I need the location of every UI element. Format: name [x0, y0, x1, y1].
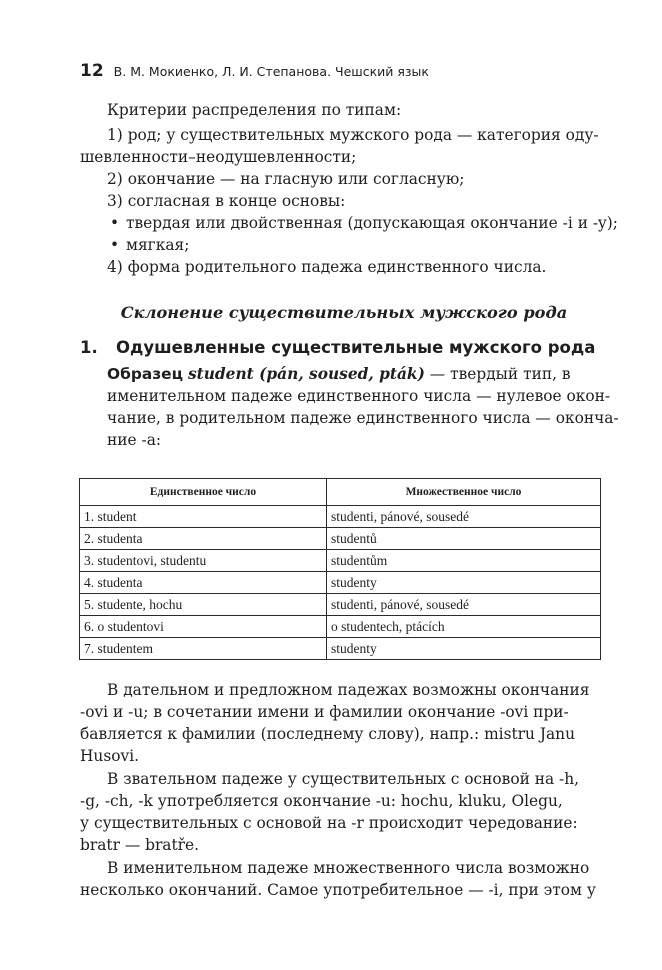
criteria-item-2: 2) окончание — на гласную или согласную;: [107, 170, 465, 188]
plural-cell: studenty: [327, 572, 601, 594]
paragraph-3-line-1: В именительном падеже множественного числа возможно: [107, 859, 590, 877]
paragraph-2-line-3: у существительных с основой на -r происходит чередование:: [80, 814, 578, 832]
running-header: [80, 61, 429, 83]
sample-text: — твердый тип, в: [424, 365, 571, 383]
table-row: [80, 528, 601, 550]
sample-line-2: именительном падеже единственного числа — нулевое окон-: [107, 387, 611, 405]
paragraph-1-line-3: бавляется к фамилии (последнему слову), напр.: mistru Janu: [80, 725, 575, 743]
section-title: Склонение существительных мужского рода: [120, 303, 568, 322]
sample-label: Образец: [107, 365, 184, 383]
singular-cell: 2. studenta: [80, 528, 327, 550]
bullet-marker: •: [110, 214, 120, 232]
table-header-row: [80, 479, 601, 506]
bullet-marker: •: [110, 236, 120, 254]
criteria-item-1-cont: шевленности–неодушевленности;: [80, 148, 357, 166]
singular-cell: 6. o studentovi: [80, 616, 327, 638]
plural-cell: studenti, pánové, sousedé: [327, 506, 601, 528]
paragraph-1-line-4: Husovi.: [80, 747, 140, 765]
criteria-item-1: 1) род; у существительных мужского рода — категория оду-: [107, 126, 599, 144]
singular-cell: 7. studentem: [80, 638, 327, 660]
plural-cell: o studentech, ptácích: [327, 616, 601, 638]
declension-table: [79, 478, 601, 660]
paragraph-2-line-1: В звательном падеже у существительных с основой на -h,: [107, 770, 580, 788]
table-row: [80, 638, 601, 660]
table-row: [80, 616, 601, 638]
plural-cell: studenti, pánové, sousedé: [327, 594, 601, 616]
criteria-item-3: 3) согласная в конце основы:: [107, 192, 346, 210]
singular-cell: 4. studenta: [80, 572, 327, 594]
criteria-bullet-1: [110, 212, 618, 234]
bullet-text: мягкая;: [126, 236, 190, 254]
table-row: [80, 506, 601, 528]
subsection-number: 1.: [80, 338, 98, 357]
paragraph-1-line-2: -ovi и -u; в сочетании имени и фамилии окончание -ovi при-: [80, 703, 569, 721]
plural-cell: studentům: [327, 550, 601, 572]
table-row: [80, 550, 601, 572]
plural-cell: studenty: [327, 638, 601, 660]
column-header-plural: Множественное число: [327, 479, 601, 506]
table-row: [80, 594, 601, 616]
criteria-item-4: 4) форма родительного падежа единственного числа.: [107, 258, 547, 276]
column-header-singular: Единственное число: [80, 479, 327, 506]
subsection-heading: [80, 337, 595, 359]
sample-line-4: ние -a:: [107, 431, 162, 449]
page-number: 12: [80, 61, 104, 81]
plural-cell: studentů: [327, 528, 601, 550]
running-title: В. М. Мокиенко, Л. И. Степанова. Чешский язык: [113, 64, 429, 79]
singular-cell: 5. studente, hochu: [80, 594, 327, 616]
singular-cell: 1. student: [80, 506, 327, 528]
singular-cell: 3. studentovi, studentu: [80, 550, 327, 572]
subsection-title: Одушевленные существительные мужского рода: [116, 338, 596, 357]
criteria-bullet-2: [110, 234, 189, 256]
table-row: [80, 572, 601, 594]
paragraph-3-line-2: несколько окончаний. Самое употребительное — -i, при этом у: [80, 881, 596, 899]
paragraph-2-line-2: -g, -ch, -k употребляется окончание -u: hochu, kluku, Olegu,: [80, 792, 563, 810]
sample-line-3: чание, в родительном падеже единственного числа — оконча-: [107, 409, 619, 427]
criteria-intro: Критерии распределения по типам:: [107, 101, 402, 119]
sample-words: student (pán, soused, pták): [187, 365, 425, 383]
sample-line-1: [107, 363, 571, 385]
paragraph-2-line-4: bratr — bratře.: [80, 836, 200, 854]
bullet-text: твердая или двойственная (допускающая окончание -i и -y);: [126, 214, 618, 232]
paragraph-1-line-1: В дательном и предложном падежах возможны окончания: [107, 681, 590, 699]
